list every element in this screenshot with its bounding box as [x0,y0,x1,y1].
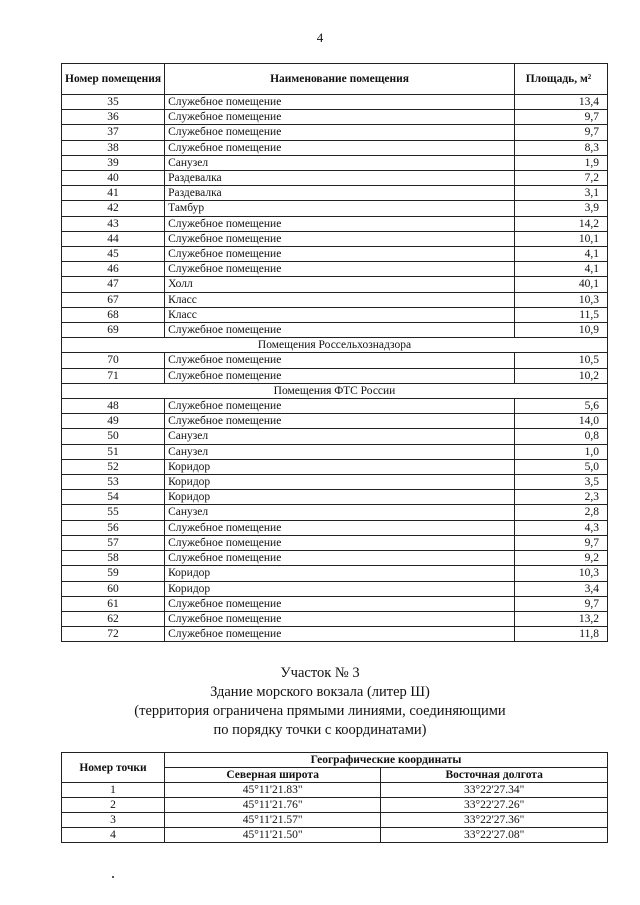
table-row [62,813,608,828]
room-number: 71 [62,368,165,383]
room-area: 4,1 [515,262,608,277]
header-point-number: Номер точки [62,753,165,783]
room-number: 39 [62,155,165,170]
room-name: Санузел [165,444,515,459]
room-name: Служебное помещение [165,399,515,414]
table-row [62,307,608,322]
room-name: Служебное помещение [165,353,515,368]
table-row [62,353,608,368]
table-row [62,399,608,414]
room-area: 2,8 [515,505,608,520]
room-name: Служебное помещение [165,262,515,277]
latitude-value: 45°11'21.50" [165,828,381,843]
room-area: 10,5 [515,353,608,368]
room-number: 51 [62,444,165,459]
room-number: 58 [62,551,165,566]
room-number: 59 [62,566,165,581]
room-number: 46 [62,262,165,277]
room-number: 70 [62,353,165,368]
coordinates-table-body [62,783,608,843]
table-row [62,596,608,611]
room-name: Служебное помещение [165,231,515,246]
table-row [62,368,608,383]
room-area: 8,3 [515,140,608,155]
table-row [62,125,608,140]
room-name: Санузел [165,155,515,170]
table-row [62,323,608,338]
room-name: Коридор [165,581,515,596]
room-name: Служебное помещение [165,611,515,626]
room-number: 43 [62,216,165,231]
room-area: 11,5 [515,307,608,322]
section-row [62,383,608,398]
latitude-value: 45°11'21.83" [165,783,381,798]
room-number: 48 [62,399,165,414]
rooms-table [61,63,608,642]
table-row [62,247,608,262]
table-row [62,505,608,520]
table-row [62,783,608,798]
table-row [62,216,608,231]
room-area: 10,9 [515,323,608,338]
room-number: 57 [62,535,165,550]
room-area: 5,6 [515,399,608,414]
longitude-value: 33°22'27.36" [381,813,608,828]
room-number: 47 [62,277,165,292]
room-number: 55 [62,505,165,520]
room-name: Служебное помещение [165,596,515,611]
table-row [62,186,608,201]
table-row [62,581,608,596]
room-name: Служебное помещение [165,368,515,383]
table-row [62,277,608,292]
header-geo-coordinates: Географические координаты [165,753,608,768]
table-row [62,551,608,566]
header-room-number: Номер помещения [62,64,165,95]
room-area: 9,7 [515,596,608,611]
table-row [62,475,608,490]
table-row [62,490,608,505]
room-area: 4,3 [515,520,608,535]
room-name: Раздевалка [165,171,515,186]
table-row [62,566,608,581]
room-name: Служебное помещение [165,125,515,140]
room-area: 14,2 [515,216,608,231]
table-row [62,201,608,216]
room-number: 62 [62,611,165,626]
longitude-value: 33°22'27.34" [381,783,608,798]
room-name: Коридор [165,566,515,581]
room-area: 7,2 [515,171,608,186]
room-area: 2,3 [515,490,608,505]
room-area: 9,7 [515,125,608,140]
plot-heading [0,664,640,740]
table-row [62,429,608,444]
room-number: 54 [62,490,165,505]
room-name: Раздевалка [165,186,515,201]
table-row [62,292,608,307]
point-number: 4 [62,828,165,843]
plot-note-line-1: (территория ограничена прямыми линиями, соединяющими [134,703,506,719]
room-name: Холл [165,277,515,292]
section-row [62,338,608,353]
table-row [62,444,608,459]
room-area: 10,1 [515,231,608,246]
room-area: 3,1 [515,186,608,201]
room-area: 9,7 [515,110,608,125]
room-area: 11,8 [515,627,608,642]
room-area: 13,4 [515,95,608,110]
room-number: 42 [62,201,165,216]
room-number: 67 [62,292,165,307]
table-row [62,110,608,125]
room-name: Служебное помещение [165,551,515,566]
scan-speck [112,876,114,878]
room-area: 3,9 [515,201,608,216]
room-area: 3,5 [515,475,608,490]
room-area: 14,0 [515,414,608,429]
table-row [62,535,608,550]
room-name: Служебное помещение [165,520,515,535]
header-room-area: Площадь, м² [515,64,608,95]
coordinates-header-row-1 [62,753,608,768]
section-title: Помещения Россельхознадзора [62,338,608,353]
room-area: 3,4 [515,581,608,596]
room-number: 53 [62,475,165,490]
table-row [62,798,608,813]
room-number: 61 [62,596,165,611]
table-row [62,95,608,110]
room-name: Санузел [165,505,515,520]
table-row [62,520,608,535]
table-row [62,627,608,642]
room-name: Тамбур [165,201,515,216]
rooms-table-header [62,64,608,95]
room-name: Коридор [165,459,515,474]
table-row [62,459,608,474]
room-name: Служебное помещение [165,95,515,110]
room-number: 49 [62,414,165,429]
room-number: 68 [62,307,165,322]
room-number: 36 [62,110,165,125]
header-longitude: Восточная долгота [381,768,608,783]
room-name: Коридор [165,475,515,490]
table-row [62,155,608,170]
longitude-value: 33°22'27.08" [381,828,608,843]
header-latitude: Северная широта [165,768,381,783]
room-name: Служебное помещение [165,323,515,338]
plot-note-line-2: по порядку точки с координатами) [213,722,427,738]
room-number: 35 [62,95,165,110]
room-area: 1,0 [515,444,608,459]
room-number: 72 [62,627,165,642]
table-row [62,171,608,186]
room-area: 13,2 [515,611,608,626]
table-row [62,140,608,155]
point-number: 1 [62,783,165,798]
room-number: 37 [62,125,165,140]
room-number: 69 [62,323,165,338]
room-name: Санузел [165,429,515,444]
room-area: 9,7 [515,535,608,550]
room-name: Класс [165,307,515,322]
section-title: Помещения ФТС России [62,383,608,398]
room-area: 10,3 [515,292,608,307]
coordinates-table [61,752,608,843]
plot-title: Участок № 3 [280,665,360,681]
room-number: 40 [62,171,165,186]
table-row [62,611,608,626]
room-name: Служебное помещение [165,627,515,642]
latitude-value: 45°11'21.76" [165,798,381,813]
room-number: 44 [62,231,165,246]
room-area: 5,0 [515,459,608,474]
room-name: Служебное помещение [165,110,515,125]
room-number: 52 [62,459,165,474]
room-area: 9,2 [515,551,608,566]
room-name: Служебное помещение [165,216,515,231]
room-name: Служебное помещение [165,247,515,262]
header-room-name: Наименование помещения [165,64,515,95]
room-area: 10,3 [515,566,608,581]
room-area: 0,8 [515,429,608,444]
table-row [62,231,608,246]
table-row [62,414,608,429]
latitude-value: 45°11'21.57" [165,813,381,828]
point-number: 3 [62,813,165,828]
room-area: 40,1 [515,277,608,292]
room-area: 4,1 [515,247,608,262]
room-number: 41 [62,186,165,201]
plot-building: Здание морского вокзала (литер Ш) [210,684,430,700]
room-number: 45 [62,247,165,262]
point-number: 2 [62,798,165,813]
room-number: 50 [62,429,165,444]
room-number: 56 [62,520,165,535]
page-number: 4 [316,30,324,45]
table-row [62,828,608,843]
room-name: Служебное помещение [165,140,515,155]
table-row [62,262,608,277]
longitude-value: 33°22'27.26" [381,798,608,813]
room-name: Коридор [165,490,515,505]
room-number: 38 [62,140,165,155]
room-area: 1,9 [515,155,608,170]
rooms-table-body [62,95,608,642]
room-area: 10,2 [515,368,608,383]
room-name: Служебное помещение [165,414,515,429]
room-number: 60 [62,581,165,596]
room-name: Класс [165,292,515,307]
room-name: Служебное помещение [165,535,515,550]
